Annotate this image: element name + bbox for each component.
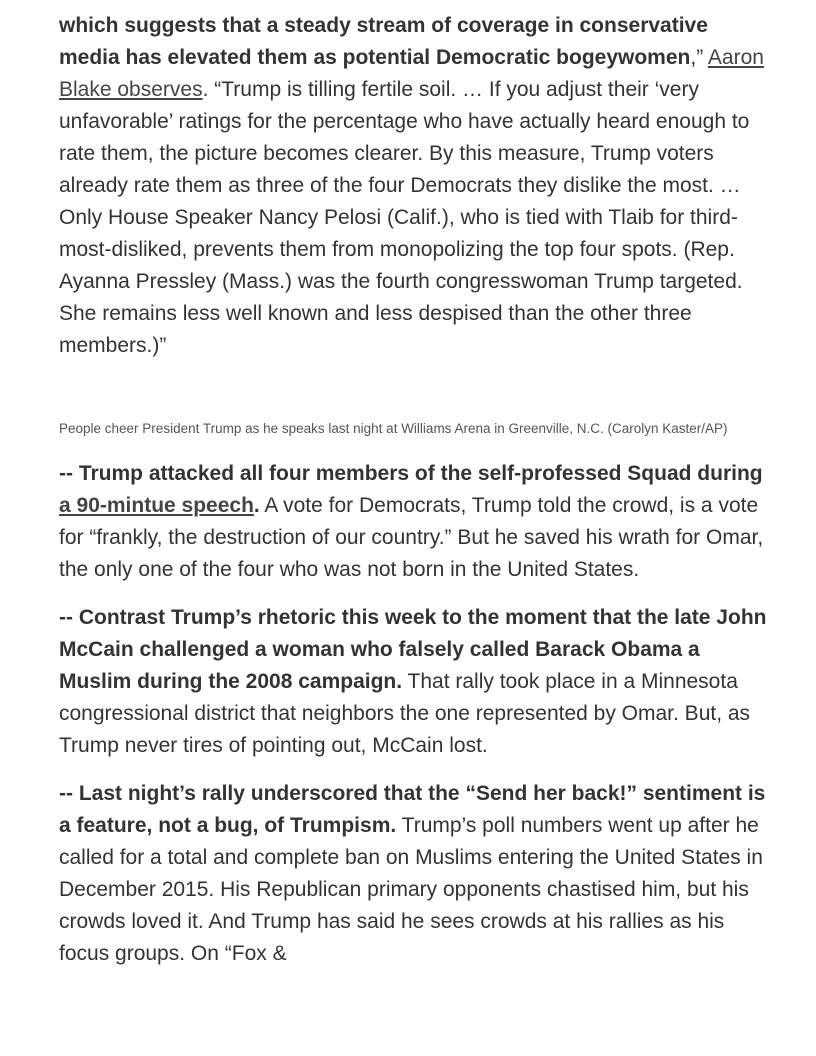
squad-paragraph [59, 458, 771, 586]
photo-caption: People cheer President Trump as he speaks last night at Williams Arena in Greenville, N.C. (Carolyn Kaster/AP) [59, 421, 728, 436]
intro-bold-text: which suggests that a steady stream of coverage in conservative media has elevated them as potential Democratic bogeywomen [59, 14, 708, 69]
rally-bold-text: -- Last night’s rally underscored that the “Send her back!” sentiment is a feature, not a bug, of Trumpism. [59, 782, 766, 837]
mccain-rest-text: That rally took place in a Minnesota congressional district that neighbors the one represented by Omar. But, as Trump never tires of pointing out, McCain lost. [59, 670, 751, 757]
speech-link[interactable]: a 90-mintue speech [59, 494, 254, 517]
aaron-blake-link[interactable]: Aaron Blake observes [59, 46, 764, 101]
squad-bold-text: -- Trump attacked all four members of the self-professed Squad during [59, 462, 763, 485]
rally-paragraph [59, 778, 771, 970]
squad-rest-text: A vote for Democrats, Trump told the crowd, is a vote for “frankly, the destruction of our country.” But he saved his wrath for Omar, the only one of the four who was not born in the United States. [59, 494, 764, 581]
mccain-bold-text: -- Contrast Trump’s rhetoric this week to the moment that the late John McCain challenged a woman who falsely called Barack Obama a Muslim during the 2008 campaign. [59, 606, 767, 693]
rally-rest-text: Trump’s poll numbers went up after he called for a total and complete ban on Muslims entering the United States in December 2015. His Republican primary opponents chastised him, but his crowds loved it. And Trump has said he sees crowds at his rallies as his focus groups. On “Fox & [59, 814, 763, 965]
intro-paragraph [59, 10, 771, 362]
article-body [59, 10, 771, 970]
squad-bold-period: . [253, 494, 260, 517]
intro-rest-text: . “Trump is tilling fertile soil. … If you adjust their ‘very unfavorable’ ratings for the percentage who have actually heard enough to rate them, the picture becomes clearer. By this measure, Trump voters already rate them as three of the four Democrats they dislike the most. … Only House Speaker Nancy Pelosi (Calif.), who is tied with Tlaib for third-most-disliked, prevents them from monopolizing the top four spots. (Rep. Ayanna Pressley (Mass.) was the fourth congresswoman Trump targeted. She remains less well known and less despised than the other three members.)” [59, 78, 750, 357]
intro-closing-quote: ,” [690, 46, 704, 69]
mccain-paragraph [59, 602, 771, 762]
